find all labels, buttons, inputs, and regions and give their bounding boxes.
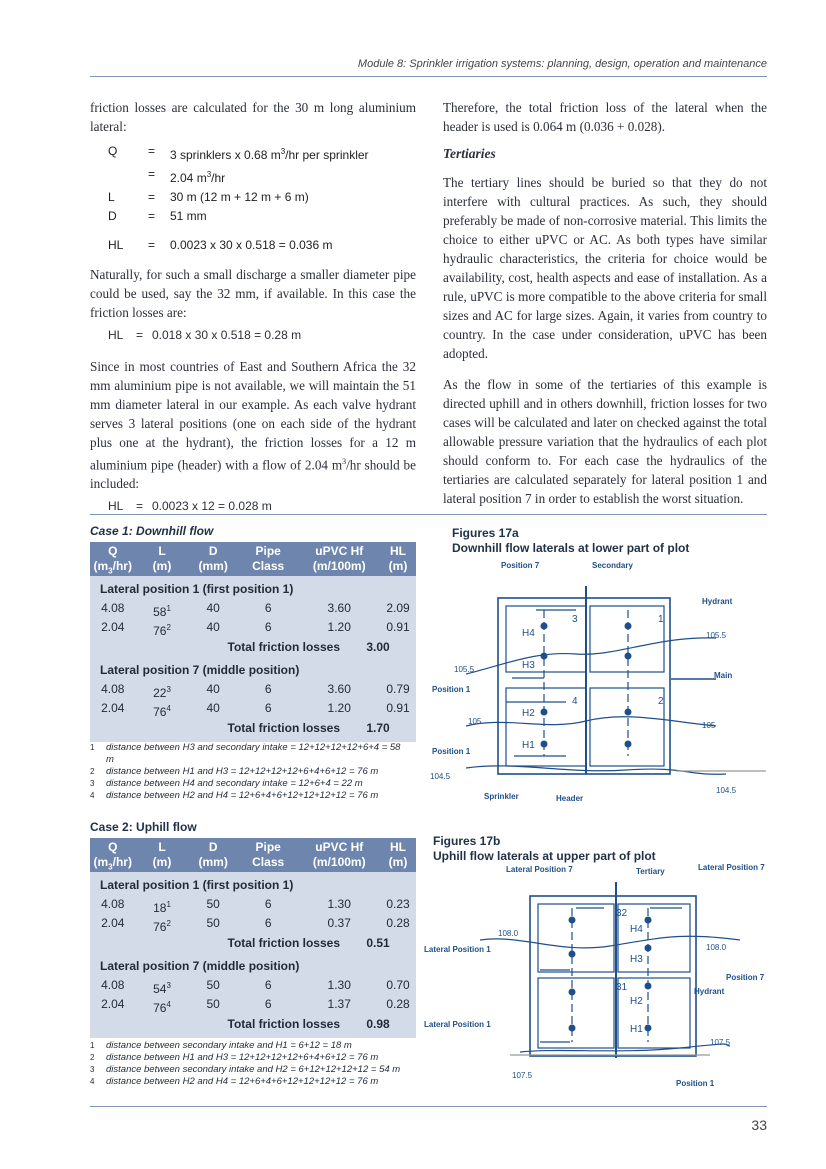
- eq-symbol: HL: [108, 238, 124, 252]
- footnote: 4 distance between H2 and H4 = 12+6+4+6+12+12+12+12 = 76 m: [90, 790, 379, 801]
- label: H1: [522, 740, 535, 751]
- table-body: [90, 872, 416, 1038]
- paragraph: friction losses are calculated for the 30 m long aluminium lateral:: [90, 100, 416, 134]
- running-header: Module 8: Sprinkler irrigation systems: planning, design, operation and maintenance: [357, 58, 767, 70]
- label: Header: [556, 794, 584, 803]
- label: Hydrant: [694, 987, 725, 996]
- case2-table: [90, 838, 416, 1038]
- label: 32: [616, 908, 628, 919]
- contour-105-5: [466, 638, 716, 674]
- eq-sign: =: [148, 144, 156, 158]
- eq-symbol: L: [108, 190, 115, 204]
- total-row: Total friction losses 3.00: [227, 640, 390, 654]
- footnote: 2 distance between H1 and H3 = 12+12+12+12+6+4+6+12 = 76 m: [90, 766, 379, 777]
- label: 1: [658, 614, 664, 625]
- section-heading: Tertiaries: [443, 146, 496, 161]
- section-rule: [90, 514, 767, 515]
- block: [590, 688, 664, 766]
- hydrant-icon: [625, 709, 632, 716]
- eq-value: 30 m (12 m + 12 m + 6 m): [170, 190, 309, 204]
- eq-value: 51 mm: [170, 209, 207, 223]
- block: [590, 606, 664, 672]
- case1-title: Case 1: Downhill flow: [90, 524, 214, 538]
- hydrant-icon: [569, 951, 576, 958]
- plot-boundary: [530, 896, 696, 1056]
- section-label: Lateral position 1 (first position 1): [100, 878, 294, 892]
- eq-value: 2.04 $m^3/hr$: [170, 170, 226, 185]
- hydrant-icon: [625, 653, 632, 660]
- contour-label: 104.5: [430, 772, 451, 781]
- label: H2: [630, 996, 643, 1007]
- hydrant-icon: [569, 917, 576, 924]
- hydrant-icon: [645, 1025, 652, 1032]
- contour-104-5: [466, 766, 726, 774]
- equation-line: HL = 0.018 x 30 x 0.518 = 0.28 m: [108, 328, 302, 342]
- section-label: Lateral position 7 (middle position): [100, 959, 300, 973]
- case1-footnotes: [90, 742, 416, 802]
- label: Lateral Position 1: [424, 1020, 491, 1029]
- eq-symbol: Q: [108, 144, 118, 158]
- footer-rule: [90, 1106, 767, 1107]
- table-body: [90, 576, 416, 742]
- table-row: 4.08 $22^3$ 40 6 3.60 0.79: [101, 682, 410, 700]
- block: [618, 978, 690, 1048]
- label: 31: [616, 982, 628, 993]
- label: Hydrant: [702, 597, 733, 606]
- hydrant-icon: [569, 1025, 576, 1032]
- paragraph: Therefore, the total friction loss of the lateral when the header is used is 0.064 m (0.036 + 0.028).: [443, 100, 767, 134]
- contour-label: 105.5: [706, 631, 727, 640]
- label: H2: [522, 708, 535, 719]
- footnote: 1 distance between secondary intake and H1 = 6+12 = 18 m: [90, 1040, 352, 1051]
- left-column: [90, 98, 416, 528]
- paragraph: Since in most countries of East and Southern Africa the 32 mm aluminium pipe is not available, we will maintain the 51 mm diameter lateral in our example. As each valve hydrant serves 3 lateral positions (one on each side of the hydrant plus one at the hydrant), the friction losses for a 12 m aluminium pipe (header) with a flow of 2.04 $m^3/hr$ should be included:: [90, 359, 416, 492]
- label: Position 7: [726, 973, 765, 982]
- label: Sprinkler: [484, 792, 519, 801]
- label: 4: [572, 696, 578, 707]
- contour-label: 108.0: [706, 943, 727, 952]
- table-row: 4.08 $18^1$ 50 6 1.30 0.23: [101, 897, 410, 915]
- table-header: Q $(m_3/hr)$ L (m) D (mm) Pipe Class uPVC Hf (m/100m) HL (m): [90, 542, 416, 576]
- hydrant-icon: [541, 709, 548, 716]
- label: H1: [630, 1024, 643, 1035]
- contour-label: 104.5: [716, 786, 737, 795]
- figure-17b-title: Figures 17b Uphill flow laterals at upper part of plot: [433, 834, 656, 863]
- table-row: 2.04 $76^2$ 50 6 0.37 0.28: [101, 916, 410, 934]
- eq-value: 0.0023 x 30 x 0.518 = 0.036 m: [170, 238, 333, 252]
- hydrant-icon: [645, 917, 652, 924]
- equation-block: [90, 142, 416, 255]
- eq-symbol: D: [108, 209, 117, 223]
- contour-label: 105: [702, 721, 716, 730]
- contour-label: 107.5: [512, 1071, 533, 1080]
- eq-value: 3 sprinklers x 0.68 $m^3/hr$ per sprinkler: [170, 147, 369, 162]
- table-row: 2.04 $76^4$ 40 6 1.20 0.91: [101, 701, 410, 719]
- figure-17b-diagram: [420, 862, 770, 1092]
- paragraph: The tertiary lines should be buried so that they do not interfere with cultural practices. As such, they should preferably be made of non-corrosive material. This limits the choice to either uPVC or AC. As both types have similar hydraulic characteristics, the criteria for choice would be availability, cost, health aspects and ease of installation. As a rule, uPVC is more compatible to the above criteria for small sizes and AC for large sizes. Again, it varies from country to country. In the case under consideration, uPVC has been adopted.: [443, 175, 767, 361]
- header-rule: [90, 76, 767, 77]
- figure-17a-diagram: [426, 556, 771, 806]
- case1-table: [90, 542, 416, 742]
- table-row: 2.04 $76^2$ 40 6 1.20 0.91: [101, 620, 410, 638]
- hydrant-icon: [645, 945, 652, 952]
- eq-sign: =: [148, 238, 156, 252]
- label: H4: [630, 924, 643, 935]
- table-header: Q $(m_3/hr)$ L (m) D (mm) Pipe Class uPVC Hf (m/100m) HL (m): [90, 838, 416, 872]
- footnote: 2 distance between H1 and H3 = 12+12+12+12+6+4+6+12 = 76 m: [90, 1052, 379, 1063]
- label: Main: [714, 671, 733, 680]
- hydrant-icon: [645, 983, 652, 990]
- block: [538, 904, 614, 972]
- hydrant-icon: [625, 623, 632, 630]
- table-row: 2.04 $76^4$ 50 6 1.37 0.28: [101, 997, 410, 1015]
- case2-title: Case 2: Uphill flow: [90, 820, 197, 834]
- label: Position 1: [432, 685, 471, 694]
- footnote: 4 distance between H2 and H4 = 12+6+4+6+12+12+12+12 = 76 m: [90, 1076, 379, 1087]
- footnote: 3 distance between secondary intake and H2 = 6+12+12+12+12 = 54 m: [90, 1064, 401, 1075]
- footnote: 1 distance between H3 and secondary intake = 12+12+12+12+6+4 = 58 m: [90, 742, 401, 765]
- case2-footnotes: [90, 1040, 420, 1088]
- figure-17a-title: Figures 17a Downhill flow laterals at lower part of plot: [452, 526, 690, 555]
- block: [538, 978, 614, 1048]
- label: Position 7: [501, 561, 540, 570]
- hydrant-icon: [625, 741, 632, 748]
- label: H3: [630, 954, 643, 965]
- hydrant-icon: [569, 989, 576, 996]
- label: Position 1: [676, 1079, 715, 1088]
- section-label: Lateral position 7 (middle position): [100, 663, 300, 677]
- eq-sign: =: [148, 167, 156, 181]
- label: Tertiary: [636, 867, 665, 876]
- eq-sign: =: [148, 190, 156, 204]
- label: Secondary: [592, 561, 633, 570]
- hydrant-icon: [541, 741, 548, 748]
- contour-105: [466, 717, 716, 726]
- label: Lateral Position 7: [506, 865, 573, 874]
- total-row: Total friction losses 0.51: [227, 936, 390, 950]
- block: [618, 904, 690, 972]
- hydrant-icon: [541, 653, 548, 660]
- contour-label: 105: [468, 717, 482, 726]
- label: Lateral Position 7: [698, 863, 765, 872]
- label: Lateral Position 1: [424, 945, 491, 954]
- equation-line: HL = 0.0023 x 12 = 0.028 m: [108, 499, 272, 514]
- hydrant-icon: [541, 623, 548, 630]
- section-label: Lateral position 1 (first position 1): [100, 582, 294, 596]
- contour-label: 107.5: [710, 1038, 731, 1047]
- table-row: 4.08 $54^3$ 50 6 1.30 0.70: [101, 978, 410, 996]
- eq-sign: =: [148, 209, 156, 223]
- label: 2: [658, 696, 664, 707]
- label: H4: [522, 628, 535, 639]
- contour-108: [480, 936, 740, 948]
- footnote: 3 distance between H4 and secondary intake = 12+6+4 = 22 m: [90, 778, 363, 789]
- contour-label: 105.5: [454, 665, 475, 674]
- total-row: Total friction losses 1.70: [227, 721, 390, 735]
- page-number: 33: [751, 1117, 767, 1133]
- contour-label: 108.0: [498, 929, 519, 938]
- right-column: [443, 98, 767, 520]
- label: Position 1: [432, 747, 471, 756]
- label: 3: [572, 614, 578, 625]
- table-row: 4.08 $58^1$ 40 6 3.60 2.09: [101, 601, 410, 619]
- label: H3: [522, 660, 535, 671]
- paragraph: Naturally, for such a small discharge a smaller diameter pipe could be used, say the 32 mm, if available. In this case the friction losses are:: [90, 267, 416, 320]
- total-row: Total friction losses 0.98: [227, 1017, 390, 1031]
- paragraph: As the flow in some of the tertiaries of this example is directed uphill and in others downhill, friction losses for two cases will be calculated and later on checked against the total allowable pressure variation that the hydraulics of each plot should conform to. For each case the hydraulics of the tertiaries are calculated separately for lateral position 1 and lateral position 7 in order to establish the worst situation.: [443, 377, 767, 506]
